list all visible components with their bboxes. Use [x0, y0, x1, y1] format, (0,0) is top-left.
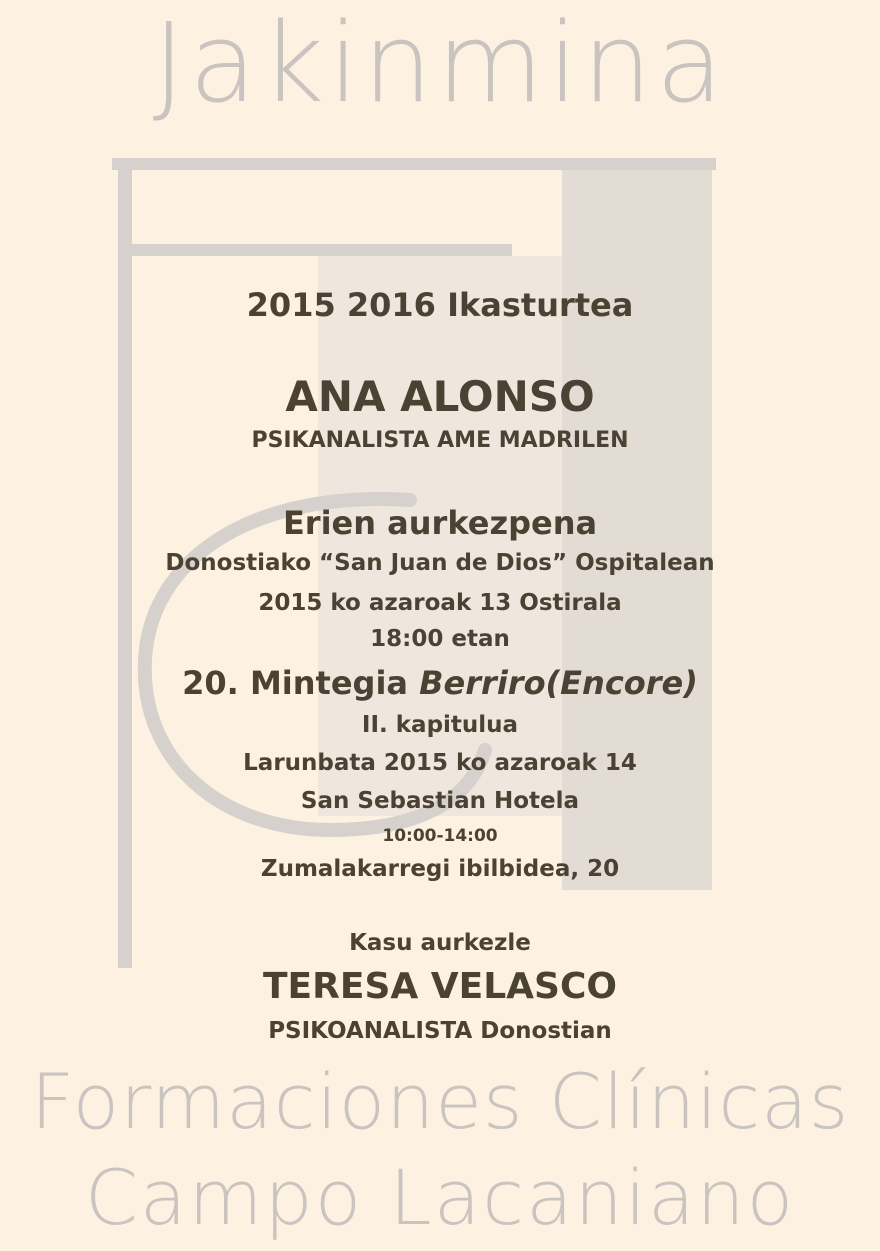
logo-mid-bar [118, 244, 512, 256]
presenter-role: PSIKOANALISTA Donostian [268, 1018, 612, 1044]
seminar-address: Zumalakarregi ibilbidea, 20 [260, 856, 620, 882]
session-place: Donostiako “San Juan de Dios” Ospitalean [165, 550, 715, 576]
presenter-name: TERESA VELASCO [263, 966, 617, 1007]
seminar-heading [0, 664, 880, 702]
speaker-role: PSIKANALISTA AME MADRILEN [251, 428, 629, 453]
session-date: 2015 ko azaroak 13 Ostirala [258, 590, 622, 616]
speaker-name: ANA ALONSO [285, 372, 595, 421]
presenter-label: Kasu aurkezle [349, 930, 531, 956]
watermark-bottom-line-1: Formaciones Clínicas [30, 1057, 850, 1146]
academic-year: 2015 2016 Ikasturtea [246, 286, 634, 324]
session-title: Erien aurkezpena [282, 504, 598, 542]
watermark-bottom-line-2: Campo Lacaniano [84, 1153, 796, 1242]
seminar-date: Larunbata 2015 ko azaroak 14 [243, 750, 637, 776]
seminar-place: San Sebastian Hotela [300, 788, 580, 814]
chapter: II. kapitulua [361, 712, 519, 738]
session-time: 18:00 etan [370, 626, 510, 652]
seminar-time: 10:00-14:00 [382, 826, 498, 846]
seminar-title: Berriro(Encore) [419, 664, 698, 702]
logo-top-bar [112, 158, 716, 170]
seminar-number: 20. Mintegia [182, 664, 409, 702]
watermark-top-word: Jakinmina [152, 0, 728, 127]
